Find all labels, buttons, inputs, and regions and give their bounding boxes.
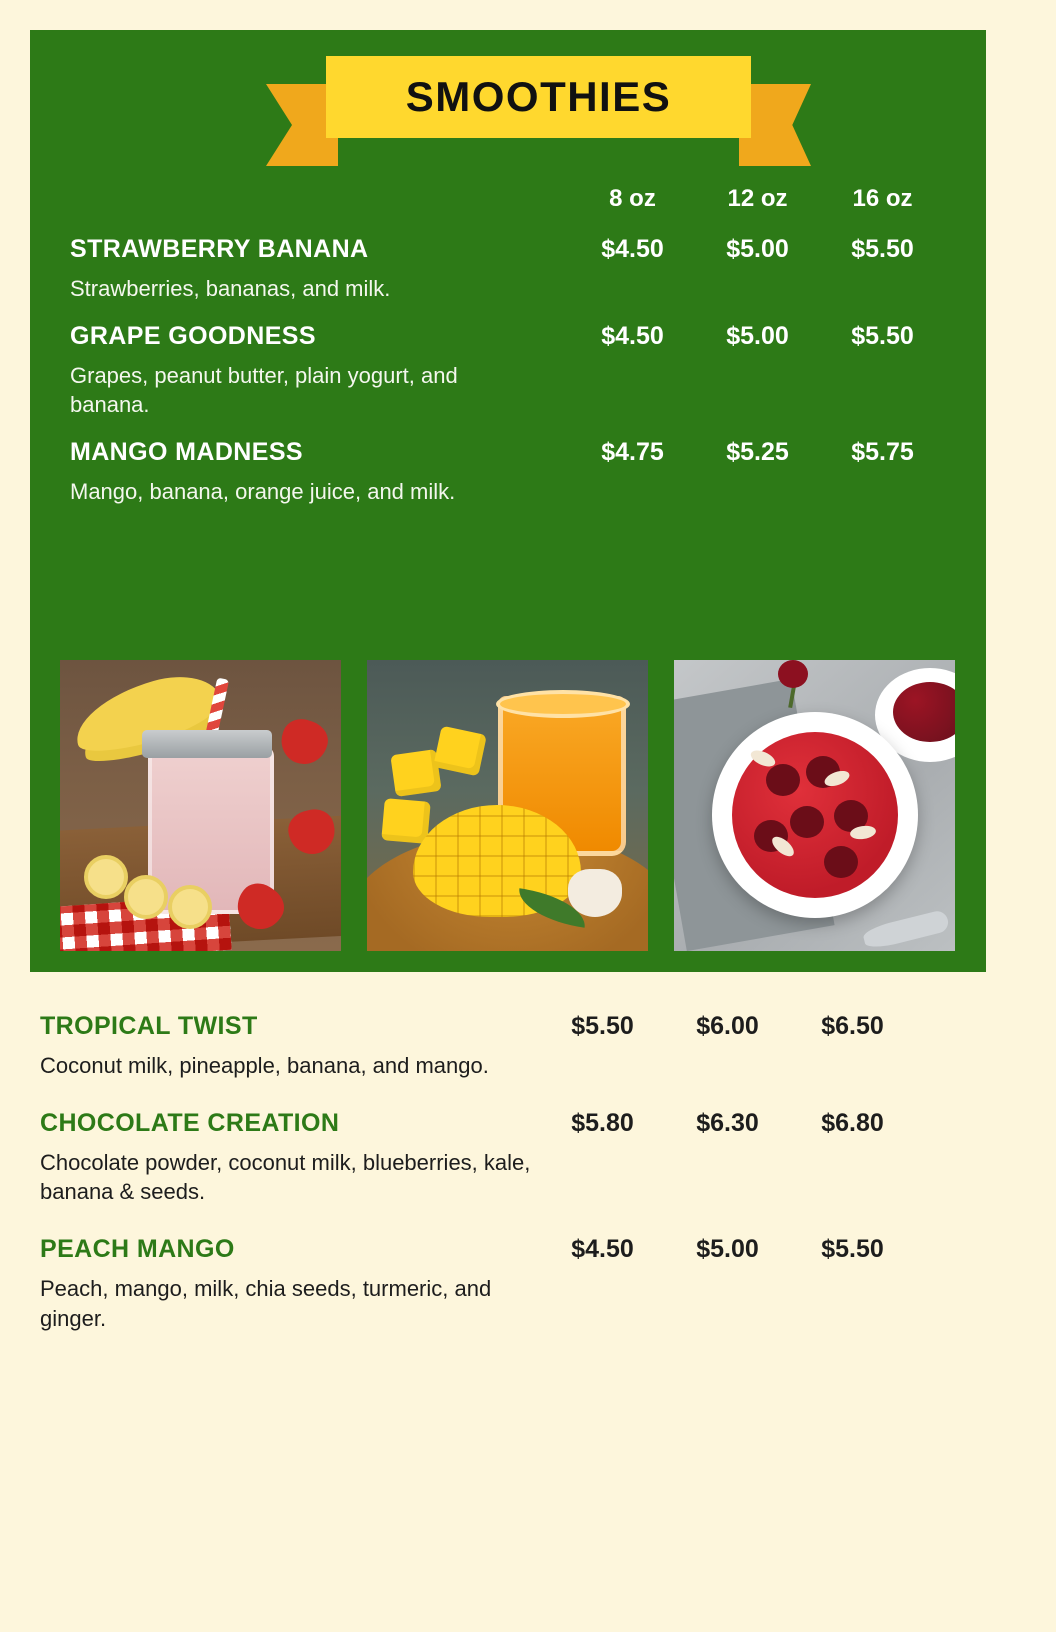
menu-item-price-12oz: $6.00 (696, 1012, 759, 1040)
menu-item-price-12oz: $5.00 (726, 235, 789, 263)
banana-slice-shape (168, 885, 212, 929)
ribbon-band (326, 56, 751, 138)
menu-item-price-12oz: $5.00 (696, 1235, 759, 1264)
menu-item-price-16oz: $6.80 (821, 1108, 884, 1137)
green-menu-list (70, 235, 966, 525)
menu-item-name: GRAPE GOODNESS (70, 321, 316, 350)
cherry-shape (778, 660, 808, 688)
menu-item (40, 1012, 936, 1081)
menu-item-description: Mango, banana, orange juice, and milk. (70, 479, 456, 505)
menu-item-description: Chocolate powder, coconut milk, blueberries, kale, banana & seeds. (40, 1149, 531, 1205)
banner-ribbon (266, 56, 811, 171)
menu-item-row (70, 438, 966, 467)
menu-item-price-12oz: $5.25 (726, 438, 789, 467)
cherry-shape (766, 764, 800, 796)
menu-item (70, 438, 966, 507)
menu-item-name: PEACH MANGO (40, 1235, 235, 1264)
menu-item-price-8oz: $5.50 (571, 1012, 634, 1040)
menu-item (70, 235, 966, 304)
jar-lid-shape (142, 730, 272, 758)
menu-item-name: MANGO MADNESS (70, 438, 303, 467)
juice-surface-shape (496, 690, 630, 718)
menu-item-name: CHOCOLATE CREATION (40, 1108, 340, 1137)
menu-item-row (70, 235, 966, 264)
size-column-8oz: 8 oz (609, 185, 656, 212)
smoothie-photo (367, 660, 648, 951)
mango-cube-shape (381, 798, 430, 844)
menu-item-price-8oz: $4.75 (601, 438, 664, 467)
menu-item-description: Peach, mango, milk, chia seeds, turmeric, and ginger. (40, 1276, 492, 1331)
menu-item-description: Strawberries, bananas, and milk. (70, 276, 391, 301)
menu-item-price-16oz: $5.50 (851, 321, 914, 350)
menu-item-name: STRAWBERRY BANANA (70, 235, 369, 263)
menu-item-price-16oz: $5.50 (851, 235, 914, 263)
photo-strip (60, 660, 956, 951)
menu-item-row (40, 1012, 936, 1041)
size-column-16oz: 16 oz (852, 185, 913, 212)
smoothie-photo (60, 660, 341, 951)
banana-slice-shape (124, 875, 168, 919)
menu-item-price-8oz: $5.80 (571, 1108, 634, 1137)
menu-item-name: TROPICAL TWIST (40, 1012, 258, 1040)
menu-item-row (40, 1235, 936, 1264)
cherry-shape (824, 846, 858, 878)
menu-item (40, 1109, 936, 1207)
cream-menu-list (40, 1012, 936, 1361)
size-column-12oz: 12 oz (727, 185, 788, 212)
banana-slice-shape (84, 855, 128, 899)
menu-item-price-8oz: $4.50 (571, 1235, 634, 1264)
menu-item-price-12oz: $5.00 (726, 321, 789, 350)
menu-item (70, 322, 966, 420)
green-panel (30, 30, 986, 972)
menu-item-row (40, 1109, 936, 1138)
menu-item-price-12oz: $6.30 (696, 1108, 759, 1137)
menu-item-row (70, 322, 966, 351)
smoothie-photo (674, 660, 955, 951)
menu-item-price-8oz: $4.50 (601, 235, 664, 263)
menu-item-price-8oz: $4.50 (601, 321, 664, 350)
mango-cube-shape (390, 749, 441, 797)
menu-item-price-16oz: $6.50 (821, 1012, 884, 1040)
cherry-shape (790, 806, 824, 838)
menu-item-description: Coconut milk, pineapple, banana, and mango. (40, 1053, 489, 1078)
page-title: SMOOTHIES (405, 73, 672, 120)
menu-item-price-16oz: $5.75 (851, 438, 914, 467)
menu-item-price-16oz: $5.50 (821, 1235, 884, 1264)
coconut-piece-shape (568, 869, 622, 917)
size-header-row (70, 185, 946, 213)
menu-item (40, 1235, 936, 1333)
menu-item-description: Grapes, peanut butter, plain yogurt, and banana. (70, 362, 458, 418)
